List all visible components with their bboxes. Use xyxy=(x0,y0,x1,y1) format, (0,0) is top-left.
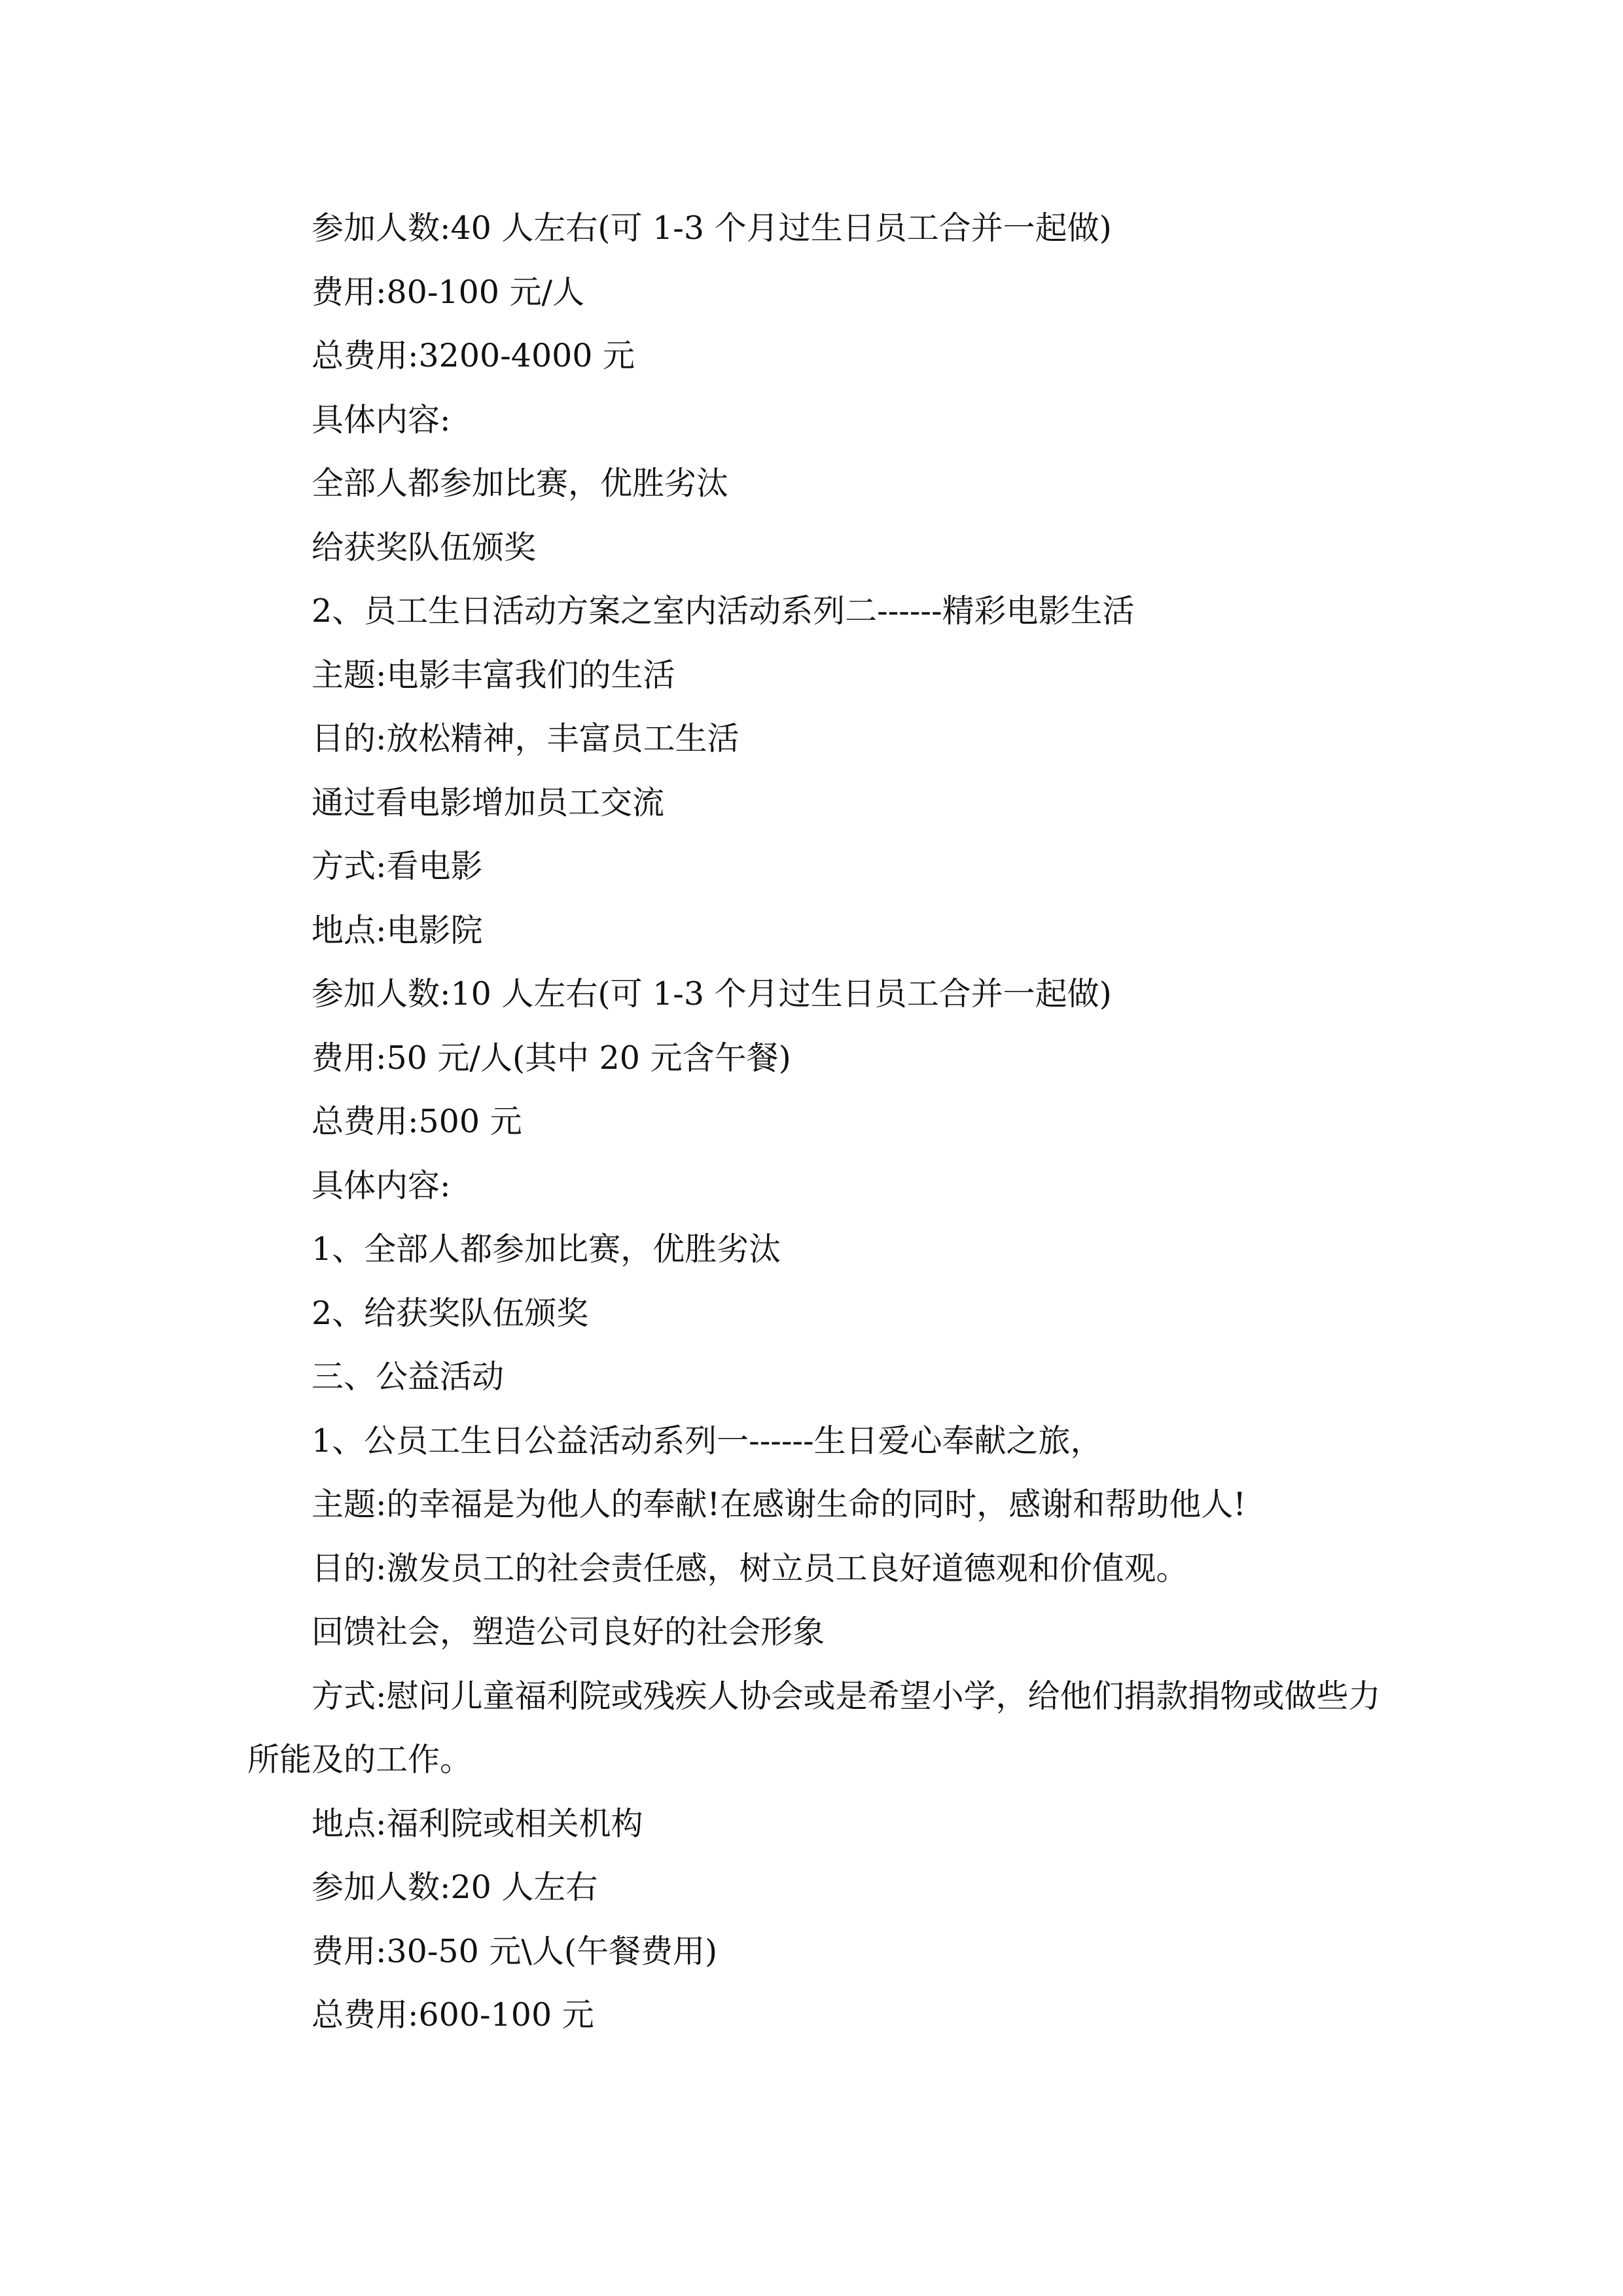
text-line: 通过看电影增加员工交流 xyxy=(312,783,665,821)
text-line: 总费用:3200-4000 元 xyxy=(312,337,635,374)
text-line: 具体内容: xyxy=(312,1166,451,1204)
text-line: 目的:放松精神，丰富员工生活 xyxy=(312,720,740,757)
text-line: 费用:30-50 元\人(午餐费用) xyxy=(312,1932,718,1970)
text-line: 给获奖队伍颁奖 xyxy=(312,528,537,566)
wrapped-paragraph: 方式:慰问儿童福利院或残疾人协会或是希望小学，给他们捐款捐物或做些力所能及的工作。 xyxy=(247,1677,1381,1778)
section-heading: 1、公员工生日公益活动系列一------生日爱心奉献之旅， xyxy=(312,1422,1103,1460)
text-line: 主题:电影丰富我们的生活 xyxy=(312,656,675,694)
text-line: 主题:的幸福是为他人的奉献!在感谢生命的同时，感谢和帮助他人! xyxy=(312,1486,1246,1523)
text-line: 1、全部人都参加比赛，优胜劣汰 xyxy=(312,1230,781,1268)
text-line: 回馈社会，塑造公司良好的社会形象 xyxy=(312,1613,825,1651)
section-heading: 2、员工生日活动方案之室内活动系列二------精彩电影生活 xyxy=(312,592,1135,630)
text-line: 费用:50 元/人(其中 20 元含午餐) xyxy=(312,1039,791,1077)
document-body xyxy=(247,196,1399,2047)
text-line: 费用:80-100 元/人 xyxy=(312,273,585,311)
section-heading: 三、公益活动 xyxy=(312,1358,505,1395)
text-line: 参加人数:40 人左右(可 1-3 个月过生日员工合并一起做) xyxy=(312,209,1112,247)
text-line: 2、给获奖队伍颁奖 xyxy=(312,1294,589,1332)
text-line: 地点:电影院 xyxy=(312,911,483,949)
text-line: 参加人数:10 人左右(可 1-3 个月过生日员工合并一起做) xyxy=(312,975,1112,1013)
text-line: 参加人数:20 人左右 xyxy=(312,1869,598,1906)
text-line: 具体内容: xyxy=(312,401,451,439)
text-line: 总费用:600-100 元 xyxy=(312,1996,594,2034)
text-line: 地点:福利院或相关机构 xyxy=(312,1804,643,1842)
text-line: 全部人都参加比赛，优胜劣汰 xyxy=(312,465,729,502)
text-line: 总费用:500 元 xyxy=(312,1103,522,1140)
text-line: 目的:激发员工的社会责任感，树立员工良好道德观和价值观。 xyxy=(312,1549,1188,1587)
text-line: 方式:看电影 xyxy=(312,848,483,885)
